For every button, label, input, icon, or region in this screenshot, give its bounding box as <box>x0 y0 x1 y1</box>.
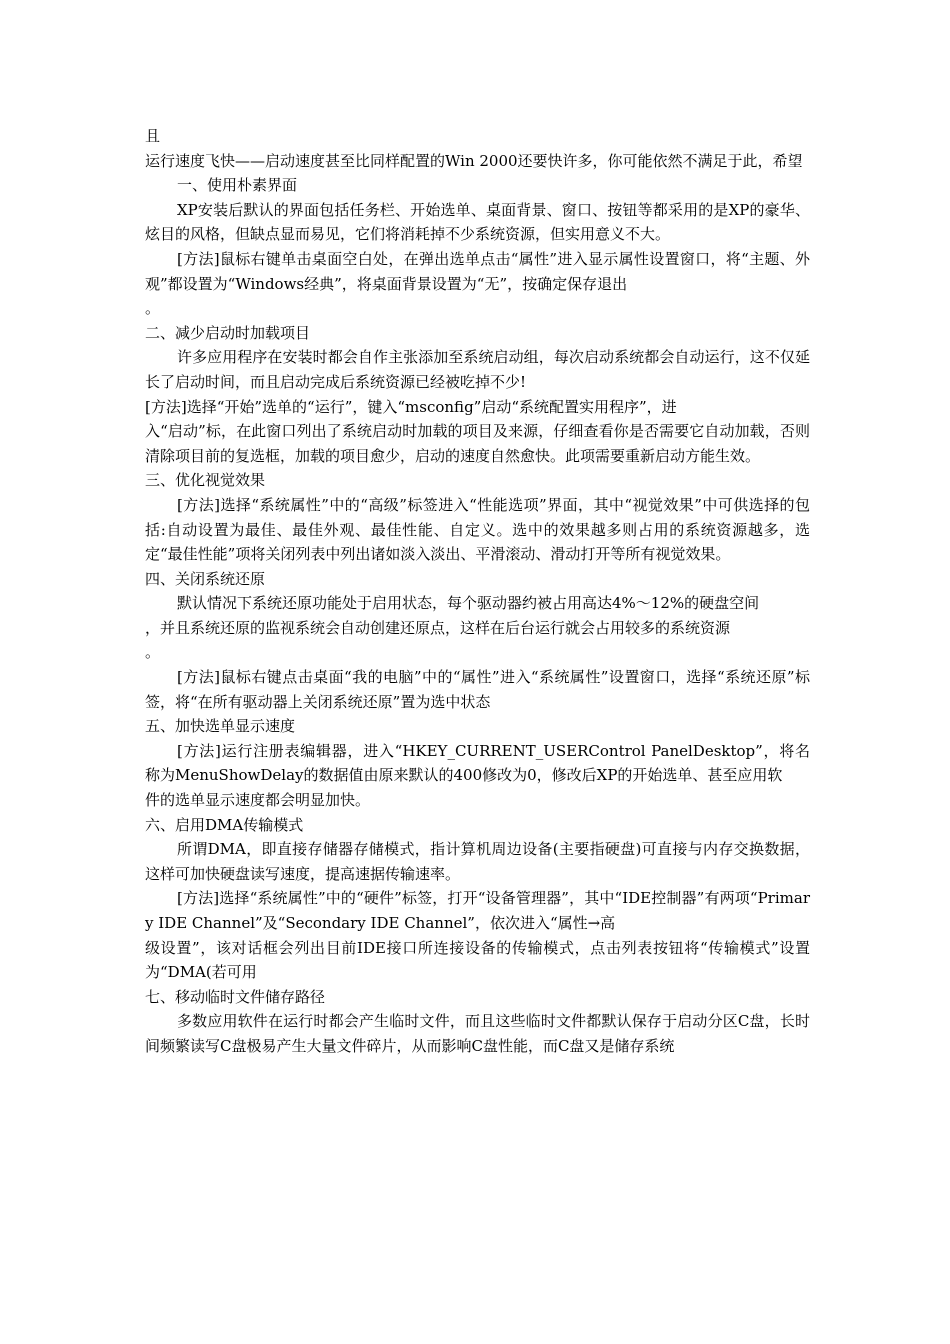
paragraph: 三、优化视觉效果 <box>145 471 266 490</box>
paragraph: 入“启动”标，在此窗口列出了系统启动时加载的项目及来源，仔细查看你是否需要它自动加载，否则清除项目前的复选框，加载的项目愈少，启动的速度自然愈快。此项需要重新启动方能生效。 <box>145 422 810 465</box>
paragraph: 七、移动临时文件储存路径 <box>145 987 326 1006</box>
paragraph: [方法]选择“系统属性”中的“硬件”标签，打开“设备管理器”，其中“IDE控制器”有两项“Primary IDE Channel”及“Secondary IDE Channel”，依次进入“属性→高 <box>145 889 810 932</box>
paragraph: 许多应用程序在安装时都会自作主张添加至系统启动组，每次启动系统都会自动运行，这不仅延长了启动时间，而且启动完成后系统资源已经被吃掉不少! <box>145 348 810 391</box>
paragraph: [方法]运行注册表编辑器，进入“HKEY_CURRENT_USERControl PanelDesktop”，将名称为MenuShowDelay的数据值由原来默认的400修改为0，修改后XP的开始选单、甚至应用软 <box>145 741 810 785</box>
paragraph: 多数应用软件在运行时都会产生临时文件，而且这些临时文件都默认保存于启动分区C盘，长时间频繁读写C盘极易产生大量文件碎片，从而影响C盘性能，而C盘又是储存系统 <box>145 1012 810 1055</box>
paragraph: 。 <box>145 643 161 662</box>
paragraph: 且 <box>145 127 161 145</box>
paragraph: 五、加快选单显示速度 <box>145 717 296 736</box>
paragraph: 一、使用朴素界面 <box>177 176 298 195</box>
paragraph: 二、减少启动时加载项目 <box>145 323 311 342</box>
paragraph: 默认情况下系统还原功能处于启用状态，每个驱动器约被占用高达4%～12%的硬盘空间 <box>177 594 760 613</box>
paragraph: 级设置”，该对话框会列出目前IDE接口所连接设备的传输模式，点击列表按钮将“传输模式”设置为“DMA(若可用 <box>145 938 810 982</box>
paragraph: 所谓DMA，即直接存储器存储模式，指计算机周边设备(主要指硬盘)可直接与内存交换数据，这样可加快硬盘读写速度，提高速据传输速率。 <box>145 840 810 883</box>
paragraph: XP安装后默认的界面包括任务栏、开始选单、桌面背景、窗口、按钮等都采用的是XP的豪华、炫目的风格，但缺点显而易见，它们将消耗掉不少系统资源，但实用意义不大。 <box>145 200 810 244</box>
paragraph: [方法]鼠标右键点击桌面“我的电脑”中的“属性”进入“系统属性”设置窗口，选择“系统还原”标签，将“在所有驱动器上关闭系统还原”置为选中状态 <box>145 668 810 711</box>
document-body <box>145 124 810 1059</box>
paragraph: 四、关闭系统还原 <box>145 569 266 588</box>
paragraph: [方法]选择“开始”选单的“运行”，键入“msconfig”启动“系统配置实用程序”，进 <box>145 397 677 416</box>
paragraph: 六、启用DMA传输模式 <box>145 815 304 834</box>
paragraph: 。 <box>145 299 161 318</box>
paragraph: 件的选单显示速度都会明显加快。 <box>145 791 371 810</box>
paragraph: 运行速度飞快——启动速度甚至比同样配置的Win 2000还要快许多，你可能依然不满足于此，希望 <box>145 151 803 170</box>
paragraph: [方法]选择“系统属性”中的“高级”标签进入“性能选项”界面，其中“视觉效果”中可供选择的包括:自动设置为最佳、最佳外观、最佳性能、自定义。选中的效果越多则占用的系统资源越多，选定“最佳性能”项将关闭列表中列出诸如淡入淡出、平滑滚动、滑动打开等所有视觉效果。 <box>145 495 810 564</box>
paragraph: [方法]鼠标右键单击桌面空白处，在弹出选单点击“属性”进入显示属性设置窗口，将“主题、外观”都设置为“Windows经典”，将桌面背景设置为“无”，按确定保存退出 <box>145 249 810 293</box>
paragraph: ，并且系统还原的监视系统会自动创建还原点，这样在后台运行就会占用较多的系统资源 <box>145 618 731 637</box>
